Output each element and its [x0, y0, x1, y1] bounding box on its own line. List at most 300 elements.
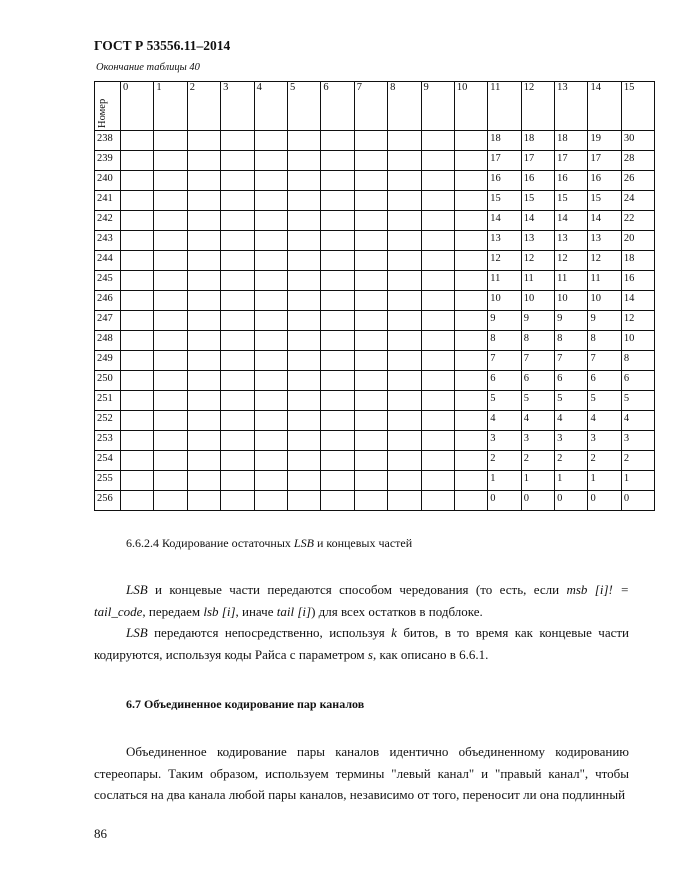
table-cell — [388, 431, 421, 451]
table-row — [95, 131, 655, 151]
table-cell — [454, 471, 487, 491]
table-cell — [187, 271, 220, 291]
table-row — [95, 191, 655, 211]
table-cell — [187, 451, 220, 471]
table-cell — [354, 311, 387, 331]
table-cell: 2 — [521, 451, 554, 471]
table-cell — [421, 411, 454, 431]
row-number-cell: 249 — [95, 351, 121, 371]
table-cell — [321, 171, 354, 191]
table-cell — [354, 351, 387, 371]
data-table — [94, 81, 655, 511]
table-cell — [388, 411, 421, 431]
table-cell: 3 — [555, 431, 588, 451]
table-cell — [321, 271, 354, 291]
table-cell — [154, 491, 187, 511]
table-cell: 4 — [555, 411, 588, 431]
section-6624-body — [94, 579, 629, 665]
table-cell — [287, 131, 320, 151]
table-cell — [221, 151, 254, 171]
table-cell — [321, 151, 354, 171]
table-cell — [187, 351, 220, 371]
table-cell — [221, 191, 254, 211]
table-cell: 24 — [621, 191, 654, 211]
table-cell: 11 — [488, 271, 521, 291]
paragraph-joint-coding: Объединенное кодирование пары каналов идентично объединенному кодированию стереопары. Таким образом, используем термины "левый канал" и "правый канал", чтобы сослаться на два канала любой пары каналов, независимо от того, переносит ли она подлинный — [94, 744, 629, 802]
table-cell — [154, 231, 187, 251]
table-cell — [421, 431, 454, 451]
table-cell — [187, 151, 220, 171]
table-cell — [454, 391, 487, 411]
table-cell — [187, 251, 220, 271]
row-number-header: Номер — [95, 82, 121, 131]
table-cell — [121, 491, 154, 511]
table-row — [95, 311, 655, 331]
table-cell — [388, 211, 421, 231]
table-cell: 15 — [488, 191, 521, 211]
table-cell: 16 — [621, 271, 654, 291]
table-cell: 22 — [621, 211, 654, 231]
table-cell — [287, 291, 320, 311]
table-cell: 5 — [521, 391, 554, 411]
column-header: 10 — [454, 82, 487, 131]
table-cell — [254, 451, 287, 471]
table-cell — [121, 131, 154, 151]
table-cell: 19 — [588, 131, 621, 151]
table-cell: 7 — [488, 351, 521, 371]
table-cell — [321, 351, 354, 371]
table-cell — [321, 391, 354, 411]
column-header: 1 — [154, 82, 187, 131]
table-row — [95, 211, 655, 231]
section-67-heading: 6.7 Объединенное кодирование пар каналов — [126, 697, 365, 711]
table-cell — [254, 251, 287, 271]
table-cell — [221, 251, 254, 271]
table-cell: 16 — [555, 171, 588, 191]
table-cell — [187, 131, 220, 151]
table-cell: 1 — [555, 471, 588, 491]
table-cell — [254, 191, 287, 211]
table-cell — [221, 131, 254, 151]
table-cell: 13 — [521, 231, 554, 251]
table-cell — [254, 311, 287, 331]
table-cell — [388, 491, 421, 511]
table-cell: 2 — [588, 451, 621, 471]
table-cell: 18 — [621, 251, 654, 271]
table-cell — [421, 131, 454, 151]
table-cell — [287, 471, 320, 491]
table-cell — [254, 131, 287, 151]
table-row — [95, 151, 655, 171]
table-cell: 20 — [621, 231, 654, 251]
table-row — [95, 491, 655, 511]
table-cell: 12 — [555, 251, 588, 271]
table-cell — [187, 331, 220, 351]
row-number-cell: 245 — [95, 271, 121, 291]
column-header: 3 — [221, 82, 254, 131]
table-cell: 15 — [588, 191, 621, 211]
table-cell: 14 — [555, 211, 588, 231]
table-cell — [388, 171, 421, 191]
table-cell — [121, 311, 154, 331]
table-cell: 11 — [588, 271, 621, 291]
table-cell — [421, 351, 454, 371]
table-cell — [354, 271, 387, 291]
table-cell: 14 — [621, 291, 654, 311]
table-cell — [287, 391, 320, 411]
table-cell — [388, 151, 421, 171]
table-cell — [221, 291, 254, 311]
table-cell — [287, 491, 320, 511]
table-cell: 18 — [521, 131, 554, 151]
table-cell: 12 — [488, 251, 521, 271]
table-cell — [421, 271, 454, 291]
table-cell — [421, 251, 454, 271]
row-number-cell: 251 — [95, 391, 121, 411]
table-cell — [254, 271, 287, 291]
table-cell: 4 — [621, 411, 654, 431]
table-cell — [254, 491, 287, 511]
table-cell: 17 — [588, 151, 621, 171]
table-cell — [287, 411, 320, 431]
row-number-cell: 247 — [95, 311, 121, 331]
table-cell: 10 — [555, 291, 588, 311]
table-cell: 16 — [521, 171, 554, 191]
table-cell: 12 — [588, 251, 621, 271]
table-cell — [354, 391, 387, 411]
page-number: 86 — [94, 826, 107, 841]
table-cell — [354, 491, 387, 511]
table-cell — [454, 191, 487, 211]
table-cell — [388, 251, 421, 271]
table-cell — [454, 331, 487, 351]
table-row — [95, 231, 655, 251]
row-number-cell: 256 — [95, 491, 121, 511]
table-cell — [321, 371, 354, 391]
table-cell — [187, 211, 220, 231]
table-cell: 7 — [588, 351, 621, 371]
table-cell — [454, 311, 487, 331]
table-row — [95, 471, 655, 491]
table-cell — [154, 311, 187, 331]
column-header: 0 — [121, 82, 154, 131]
table-cell: 13 — [555, 231, 588, 251]
table-cell — [354, 131, 387, 151]
table-cell — [388, 371, 421, 391]
row-number-cell: 244 — [95, 251, 121, 271]
table-cell — [354, 211, 387, 231]
table-cell: 15 — [521, 191, 554, 211]
table-cell: 13 — [488, 231, 521, 251]
table-cell — [254, 171, 287, 191]
table-cell: 17 — [555, 151, 588, 171]
table-cell — [321, 311, 354, 331]
table-cell: 14 — [588, 211, 621, 231]
table-row — [95, 371, 655, 391]
table-cell: 0 — [488, 491, 521, 511]
table-cell: 3 — [488, 431, 521, 451]
table-cell — [154, 351, 187, 371]
table-cell — [388, 351, 421, 371]
table-cell — [354, 291, 387, 311]
table-cell — [454, 451, 487, 471]
table-cell: 5 — [555, 391, 588, 411]
table-cell — [121, 451, 154, 471]
table-cell — [421, 151, 454, 171]
table-row — [95, 351, 655, 371]
table-cell — [154, 371, 187, 391]
table-cell: 9 — [521, 311, 554, 331]
table-cell — [354, 471, 387, 491]
table-cell — [421, 311, 454, 331]
table-cell — [121, 171, 154, 191]
table-cell — [287, 451, 320, 471]
table-cell — [154, 471, 187, 491]
table-cell — [421, 291, 454, 311]
table-cell: 15 — [555, 191, 588, 211]
table-cell — [354, 371, 387, 391]
table-cell: 10 — [488, 291, 521, 311]
table-cell: 3 — [588, 431, 621, 451]
column-header: 7 — [354, 82, 387, 131]
table-cell — [454, 211, 487, 231]
table-cell — [454, 271, 487, 291]
table-cell — [187, 431, 220, 451]
table-cell — [221, 431, 254, 451]
table-cell — [321, 231, 354, 251]
row-number-cell: 250 — [95, 371, 121, 391]
table-cell — [454, 171, 487, 191]
table-cell — [254, 431, 287, 451]
table-cell — [254, 351, 287, 371]
table-cell: 5 — [588, 391, 621, 411]
table-cell — [121, 211, 154, 231]
table-cell — [221, 311, 254, 331]
table-cell — [354, 451, 387, 471]
table-cell — [388, 191, 421, 211]
table-cell: 3 — [521, 431, 554, 451]
table-cell — [421, 211, 454, 231]
table-cell: 1 — [588, 471, 621, 491]
table-cell — [154, 391, 187, 411]
section-6624-heading: 6.6.2.4 Кодирование остаточных LSB и концевых частей — [126, 536, 413, 550]
row-number-cell: 241 — [95, 191, 121, 211]
table-cell: 6 — [488, 371, 521, 391]
row-number-cell: 238 — [95, 131, 121, 151]
table-cell — [454, 351, 487, 371]
table-cell: 9 — [555, 311, 588, 331]
table-cell — [388, 391, 421, 411]
row-number-cell: 254 — [95, 451, 121, 471]
table-cell: 2 — [555, 451, 588, 471]
table-cell — [354, 151, 387, 171]
table-cell — [154, 451, 187, 471]
table-cell: 10 — [621, 331, 654, 351]
row-number-cell: 248 — [95, 331, 121, 351]
table-cell: 6 — [621, 371, 654, 391]
table-cell — [221, 271, 254, 291]
table-cell: 18 — [555, 131, 588, 151]
table-row — [95, 431, 655, 451]
column-header: 11 — [488, 82, 521, 131]
table-cell — [354, 171, 387, 191]
table-cell — [287, 171, 320, 191]
column-header: 15 — [621, 82, 654, 131]
table-cell — [321, 431, 354, 451]
table-cell: 11 — [521, 271, 554, 291]
table-cell: 8 — [521, 331, 554, 351]
table-cell — [321, 451, 354, 471]
table-cell — [388, 291, 421, 311]
table-cell — [454, 431, 487, 451]
table-cell — [187, 191, 220, 211]
table-cell — [187, 311, 220, 331]
table-cell — [287, 331, 320, 351]
table-cell — [254, 371, 287, 391]
table-row — [95, 271, 655, 291]
table-cell — [354, 191, 387, 211]
table-cell: 12 — [521, 251, 554, 271]
table-cell — [221, 391, 254, 411]
table-cell — [121, 411, 154, 431]
table-cell — [388, 311, 421, 331]
table-cell — [321, 131, 354, 151]
table-cell: 17 — [521, 151, 554, 171]
table-cell — [287, 251, 320, 271]
row-number-cell: 252 — [95, 411, 121, 431]
table-cell: 0 — [588, 491, 621, 511]
table-header-row — [95, 82, 655, 131]
column-header: 6 — [321, 82, 354, 131]
table-cell — [221, 471, 254, 491]
table-row — [95, 391, 655, 411]
table-cell: 10 — [521, 291, 554, 311]
table-cell: 17 — [488, 151, 521, 171]
table-cell — [321, 291, 354, 311]
table-cell: 14 — [521, 211, 554, 231]
table-cell — [221, 411, 254, 431]
table-cell: 7 — [555, 351, 588, 371]
table-cell — [121, 391, 154, 411]
table-cell — [454, 371, 487, 391]
table-cell — [454, 151, 487, 171]
table-row — [95, 331, 655, 351]
table-cell: 8 — [621, 351, 654, 371]
table-cell — [221, 351, 254, 371]
table-cell — [388, 231, 421, 251]
table-cell — [221, 171, 254, 191]
table-cell: 2 — [621, 451, 654, 471]
column-header: 12 — [521, 82, 554, 131]
table-cell — [187, 411, 220, 431]
row-number-cell: 242 — [95, 211, 121, 231]
table-cell — [154, 211, 187, 231]
table-cell: 5 — [488, 391, 521, 411]
table-cell: 1 — [521, 471, 554, 491]
table-cell — [388, 451, 421, 471]
table-cell: 0 — [521, 491, 554, 511]
table-cell — [321, 471, 354, 491]
table-cell — [121, 331, 154, 351]
table-cell — [254, 291, 287, 311]
table-cell: 10 — [588, 291, 621, 311]
table-cell — [354, 231, 387, 251]
table-row — [95, 411, 655, 431]
paragraph-lsb-direct: LSB передаются непосредственно, используя k битов, в то время как концевые части кодируются, используя коды Райса с параметром s, как описано в 6.6.1. — [94, 625, 629, 662]
table-cell: 18 — [488, 131, 521, 151]
table-cell — [221, 491, 254, 511]
column-header: 8 — [388, 82, 421, 131]
table-cell — [287, 271, 320, 291]
table-cell — [421, 491, 454, 511]
table-row — [95, 291, 655, 311]
table-row — [95, 171, 655, 191]
table-cell — [154, 251, 187, 271]
table-cell — [121, 291, 154, 311]
row-number-cell: 255 — [95, 471, 121, 491]
table-cell — [187, 171, 220, 191]
table-cell — [154, 271, 187, 291]
document-header: ГОСТ Р 53556.11–2014 — [94, 38, 231, 53]
row-number-cell: 239 — [95, 151, 121, 171]
table-cell: 7 — [521, 351, 554, 371]
table-cell: 6 — [588, 371, 621, 391]
table-cell: 8 — [555, 331, 588, 351]
table-cell — [421, 471, 454, 491]
table-cell — [287, 371, 320, 391]
table-cell — [421, 171, 454, 191]
table-cell — [354, 251, 387, 271]
table-cell — [121, 271, 154, 291]
table-cell: 26 — [621, 171, 654, 191]
section-67-body — [94, 741, 629, 806]
table-cell — [254, 391, 287, 411]
table-cell — [254, 151, 287, 171]
table-cell — [354, 331, 387, 351]
table-cell: 9 — [488, 311, 521, 331]
row-number-cell: 240 — [95, 171, 121, 191]
table-cell: 30 — [621, 131, 654, 151]
table-cell — [354, 431, 387, 451]
table-cell — [187, 471, 220, 491]
table-cell: 9 — [588, 311, 621, 331]
table-cell — [287, 231, 320, 251]
table-cell — [388, 131, 421, 151]
table-cell — [154, 151, 187, 171]
table-cell — [421, 371, 454, 391]
table-cell: 0 — [621, 491, 654, 511]
table-cell — [287, 351, 320, 371]
table-cell — [121, 371, 154, 391]
table-cell — [454, 291, 487, 311]
table-body — [95, 131, 655, 511]
table-cell — [421, 191, 454, 211]
table-cell — [421, 451, 454, 471]
table-cell — [321, 191, 354, 211]
column-header: 2 — [187, 82, 220, 131]
table-cell — [254, 231, 287, 251]
table-cell — [121, 251, 154, 271]
table-row — [95, 451, 655, 471]
table-cell — [287, 151, 320, 171]
table-cell — [454, 231, 487, 251]
table-cell — [221, 211, 254, 231]
table-cell — [121, 151, 154, 171]
table-cell: 11 — [555, 271, 588, 291]
table-cell — [421, 231, 454, 251]
table-cell — [321, 331, 354, 351]
table-cell — [121, 431, 154, 451]
